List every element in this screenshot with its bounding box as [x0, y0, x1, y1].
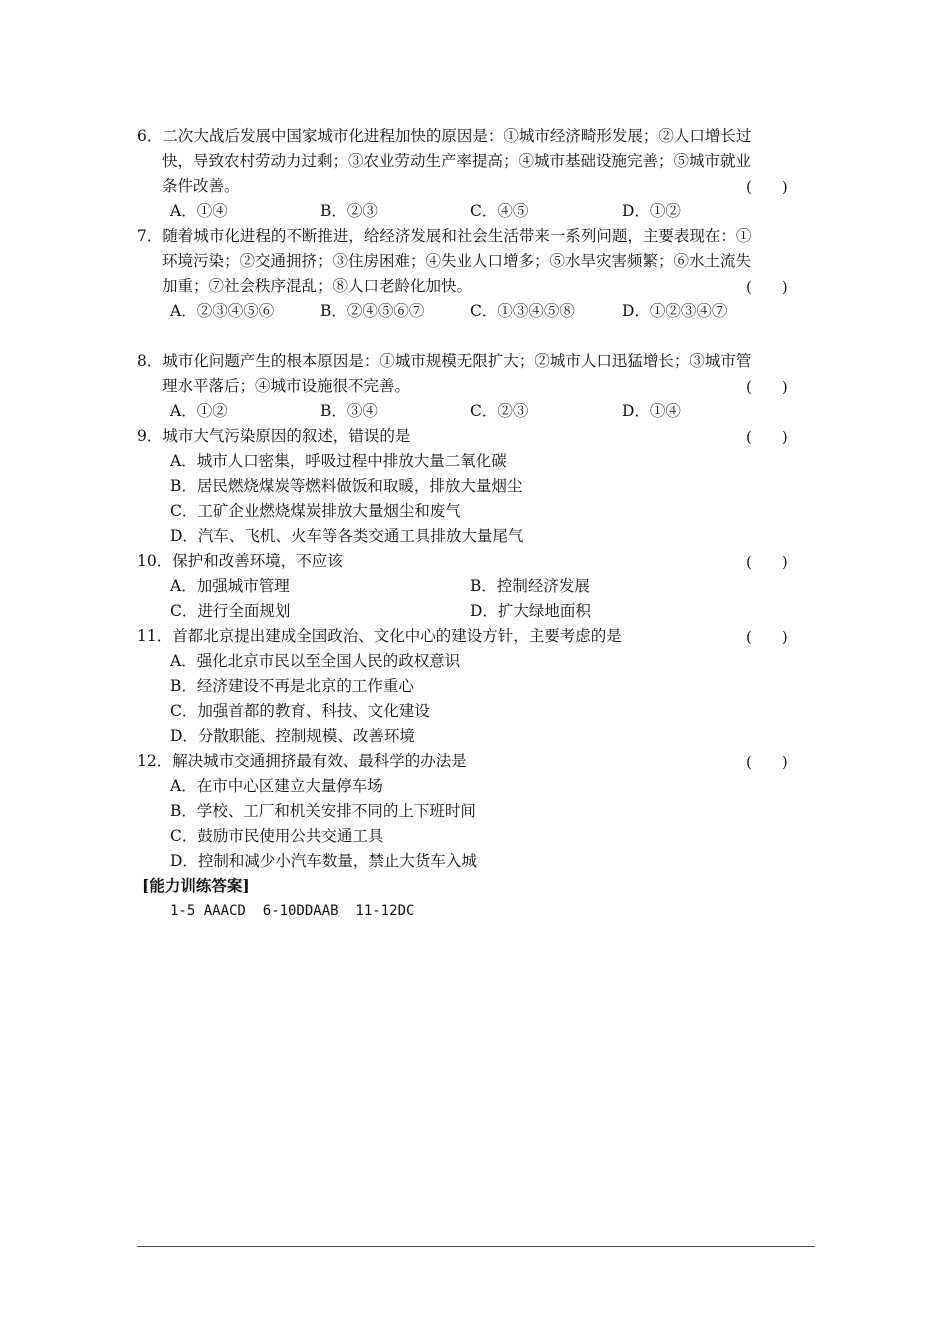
q9-option-b: B．居民燃烧煤炭等燃料做饭和取暖，排放大量烟尘 — [170, 477, 523, 495]
q6-option-d: D．①② — [622, 202, 681, 220]
q6-line-3: 条件改善。 — [162, 177, 240, 195]
q10-line-1: 10．保护和改善环境，不应该 — [137, 552, 343, 570]
answer-heading: [能力训练答案] — [142, 876, 250, 895]
q7-option-b: B．②④⑤⑥⑦ — [320, 302, 425, 320]
q11-answer-paren: ( ) — [746, 628, 788, 646]
answer-key: 1-5 AAACD 6-10DDAAB 11-12DC — [170, 903, 415, 919]
q8-option-c: C．②③ — [470, 402, 529, 420]
q8-line-1: 8．城市化问题产生的根本原因是：①城市规模无限扩大；②城市人口迅猛增长；③城市管 — [137, 352, 752, 370]
q9-option-d: D．汽车、飞机、火车等各类交通工具排放大量尾气 — [170, 527, 524, 545]
q12-answer-paren: ( ) — [746, 753, 788, 771]
q12-option-b: B．学校、工厂和机关安排不同的上下班时间 — [170, 802, 476, 820]
q7-line-3: 加重；⑦社会秩序混乱；⑧人口老龄化加快。 — [162, 277, 473, 295]
q12-line-1: 12．解决城市交通拥挤最有效、最科学的办法是 — [137, 752, 467, 770]
q9-option-a: A．城市人口密集，呼吸过程中排放大量二氧化碳 — [170, 452, 507, 470]
q11-option-c: C．加强首都的教育、科技、文化建设 — [170, 702, 430, 720]
q9-option-c: C．工矿企业燃烧煤炭排放大量烟尘和废气 — [170, 502, 461, 520]
q7-line-1: 7．随着城市化进程的不断推进，给经济发展和社会生活带来一系列问题，主要表现在：① — [137, 227, 752, 245]
q6-line-1: 6．二次大战后发展中国家城市化进程加快的原因是：①城市经济畸形发展；②人口增长过 — [137, 127, 752, 145]
q11-option-d: D．分散职能、控制规模、改善环境 — [170, 727, 415, 745]
q12-option-d: D．控制和减少小汽车数量，禁止大货车入城 — [170, 852, 477, 870]
q11-line-1: 11．首都北京提出建成全国政治、文化中心的建设方针，主要考虑的是 — [137, 627, 622, 645]
footer-divider — [137, 1246, 815, 1247]
q10-option-c: C．进行全面规划 — [170, 602, 291, 620]
q8-option-a: A．①② — [170, 402, 228, 420]
q8-line-2: 理水平落后；④城市设施很不完善。 — [162, 377, 411, 395]
q10-option-d: D．扩大绿地面积 — [470, 602, 591, 620]
q7-option-c: C．①③④⑤⑧ — [470, 302, 575, 320]
q7-option-a: A．②③④⑤⑥ — [170, 302, 275, 320]
q6-option-c: C．④⑤ — [470, 202, 529, 220]
q7-option-d: D．①②③④⑦ — [622, 302, 728, 320]
q12-option-a: A．在市中心区建立大量停车场 — [170, 777, 383, 795]
q10-option-b: B．控制经济发展 — [470, 577, 590, 595]
q8-option-b: B．③④ — [320, 402, 378, 420]
q6-option-b: B．②③ — [320, 202, 378, 220]
q7-answer-paren: ( ) — [746, 278, 788, 296]
q9-answer-paren: ( ) — [746, 428, 788, 446]
q11-option-b: B．经济建设不再是北京的工作重心 — [170, 677, 414, 695]
q11-option-a: A．强化北京市民以至全国人民的政权意识 — [170, 652, 461, 670]
q6-line-2: 快，导致农村劳动力过剩；③农业劳动生产率提高；④城市基础设施完善；⑤城市就业 — [162, 152, 752, 170]
q8-option-d: D．①④ — [622, 402, 681, 420]
q12-option-c: C．鼓励市民使用公共交通工具 — [170, 827, 384, 845]
q6-answer-paren: ( ) — [746, 178, 788, 196]
q10-option-a: A．加强城市管理 — [170, 577, 290, 595]
q10-answer-paren: ( ) — [746, 553, 788, 571]
q7-line-2: 环境污染；②交通拥挤；③住房困难；④失业人口增多；⑤水旱灾害频繁；⑥水土流失 — [162, 252, 752, 270]
q8-answer-paren: ( ) — [746, 378, 788, 396]
q6-option-a: A．①④ — [170, 202, 228, 220]
q9-line-1: 9．城市大气污染原因的叙述，错误的是 — [137, 427, 411, 445]
